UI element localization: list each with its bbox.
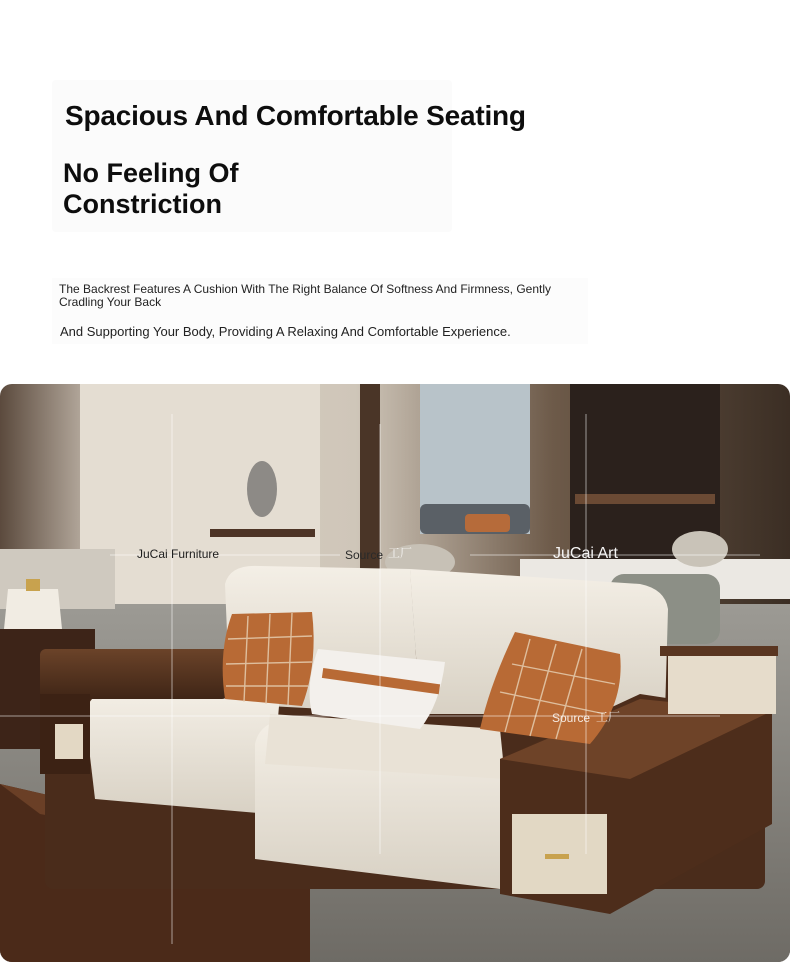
page-headline: Spacious And Comfortable Seating — [65, 100, 526, 131]
watermark-source-center: Source — [345, 548, 384, 562]
description-line-1: The Backrest Features A Cushion With The Right Balance Of Softness And Firmness, Gently Cradling Your Back — [59, 282, 552, 309]
watermark-factory-glyph-center: 工厂 — [388, 546, 413, 560]
watermark-factory-glyph-bottom-right: 工厂 — [596, 710, 621, 724]
sofa-illustration — [0, 384, 790, 962]
watermark-source-bottom-right: Source — [552, 711, 591, 725]
description-line-2: And Supporting Your Body, Providing A Relaxing And Comfortable Experience. — [60, 324, 511, 339]
watermark-jucai-furniture: JuCai Furniture — [137, 547, 220, 561]
page-subheadline: No Feeling Of Constriction — [63, 158, 239, 219]
product-photo — [0, 384, 790, 962]
watermark-jucai-art: JuCai Art — [553, 545, 618, 562]
